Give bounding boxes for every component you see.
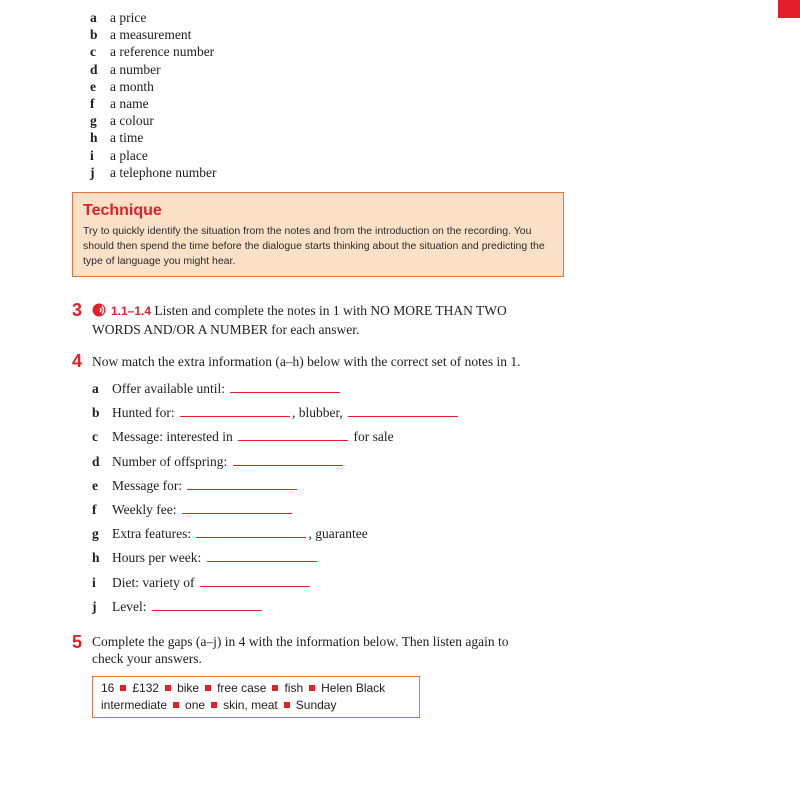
answer-blank[interactable] (152, 599, 262, 611)
answer-blank[interactable] (187, 478, 297, 490)
category-label: a telephone number (110, 164, 217, 180)
category-label: a place (110, 147, 148, 163)
category-label: a time (110, 130, 144, 146)
category-letter: i (90, 147, 94, 163)
gap-item-e (92, 478, 460, 502)
answer-blank[interactable] (233, 454, 343, 466)
category-label: a price (110, 10, 147, 25)
item-letter: d (92, 453, 100, 469)
item-letter: a (92, 381, 99, 396)
separator-square-icon (272, 685, 278, 691)
exercise-5-line1: Complete the gaps (a–j) in 4 with the information below. Then listen again to (92, 634, 509, 649)
separator-square-icon (120, 685, 126, 691)
word-option: 16 (101, 681, 115, 695)
word-box (92, 676, 420, 718)
category-letter: b (90, 27, 98, 43)
exercise-3-line1: Listen and complete the notes in 1 with NO MORE THAN TWO (151, 303, 507, 318)
category-label: a measurement (110, 27, 192, 43)
exercise-4-number: 4 (72, 351, 83, 371)
category-item (90, 164, 216, 181)
category-item (90, 26, 216, 43)
category-list (90, 9, 216, 181)
category-label: a number (110, 61, 161, 77)
word-option: skin, meat (223, 698, 278, 712)
word-option: one (185, 698, 206, 712)
exercise-4-instruction: Now match the extra information (a–h) below with the correct set of notes in 1. (92, 354, 521, 369)
track-number: 1.1–1.4 (111, 304, 152, 318)
category-letter: d (90, 61, 98, 77)
item-letter: i (92, 574, 96, 590)
item-letter: e (92, 477, 98, 493)
category-item (90, 9, 216, 26)
item-letter: j (92, 598, 97, 614)
gap-item-i (92, 575, 460, 599)
category-letter: e (90, 78, 96, 94)
separator-square-icon (211, 702, 217, 708)
word-option: £132 (132, 681, 160, 695)
word-option: free case (217, 681, 267, 695)
separator-square-icon (309, 685, 315, 691)
item-text: , blubber, (291, 405, 343, 421)
answer-blank[interactable] (348, 405, 458, 417)
category-label: a month (110, 78, 154, 94)
item-text: Hours per week: (112, 550, 202, 566)
exercise-3-text (92, 302, 507, 338)
technique-body: Try to quickly identify the situation from the notes and from the introduction on the recording. You should then spend the time before the dialogue starts thinking about the situation and predicting the type of language you might hear. (83, 225, 545, 267)
gap-item-c (92, 429, 460, 453)
word-box-row-1 (101, 680, 411, 697)
gap-item-h (92, 550, 460, 574)
answer-blank[interactable] (238, 429, 348, 441)
exercise-5-line2: check your answers. (92, 651, 202, 666)
category-letter: a (90, 10, 97, 25)
item-text: Weekly fee: (112, 501, 177, 517)
gap-item-f (92, 502, 460, 526)
word-box-row-2 (101, 697, 411, 714)
item-letter: b (92, 405, 100, 421)
category-item (90, 112, 216, 129)
audio-icon[interactable] (92, 303, 108, 321)
item-text: Message for: (112, 477, 183, 493)
technique-box (72, 192, 564, 277)
word-option: bike (177, 681, 200, 695)
item-text: , guarantee (308, 526, 368, 542)
item-text: Extra features: (112, 526, 192, 542)
category-label: a reference number (110, 44, 215, 60)
item-text: Offer available until: (112, 381, 225, 396)
category-letter: h (90, 130, 98, 146)
answer-blank[interactable] (180, 405, 290, 417)
exercise-5-instruction (92, 633, 509, 667)
category-letter: g (90, 113, 97, 129)
separator-square-icon (173, 702, 179, 708)
category-item (90, 95, 216, 112)
item-letter: g (92, 526, 99, 542)
gap-item-j (92, 599, 460, 623)
category-label: a name (110, 95, 149, 111)
category-letter: f (90, 95, 95, 111)
exercise-4-items (92, 381, 460, 623)
category-label: a colour (110, 113, 154, 129)
answer-blank[interactable] (230, 381, 340, 393)
answer-blank[interactable] (207, 550, 317, 562)
item-text: Level: (112, 598, 147, 614)
category-letter: j (90, 164, 95, 180)
page-corner-tab (778, 0, 800, 18)
word-option: Sunday (295, 698, 337, 712)
gap-item-b (92, 405, 460, 429)
answer-blank[interactable] (182, 502, 292, 514)
item-letter: h (92, 550, 100, 566)
gap-item-d (92, 454, 460, 478)
answer-blank[interactable] (200, 575, 310, 587)
separator-square-icon (284, 702, 290, 708)
word-option: Helen Black (321, 681, 386, 695)
separator-square-icon (205, 685, 211, 691)
separator-square-icon (165, 685, 171, 691)
category-letter: c (90, 44, 96, 60)
answer-blank[interactable] (196, 526, 306, 538)
item-letter: f (92, 501, 97, 517)
item-text: for sale (353, 429, 394, 445)
category-item (90, 129, 216, 146)
category-item (90, 147, 216, 164)
gap-item-a (92, 381, 460, 405)
exercise-5-number: 5 (72, 632, 83, 652)
word-option: intermediate (101, 698, 168, 712)
technique-title: Technique (83, 202, 162, 219)
category-item (90, 78, 216, 95)
exercise-3-line2: WORDS AND/OR A NUMBER for each answer. (92, 322, 360, 337)
item-text: Message: interested in (112, 429, 233, 445)
item-text: Hunted for: (112, 405, 175, 421)
category-item (90, 43, 216, 60)
item-text: Diet: variety of (112, 574, 195, 590)
item-text: Number of offspring: (112, 453, 228, 469)
category-item (90, 61, 216, 78)
gap-item-g (92, 526, 460, 550)
item-letter: c (92, 429, 98, 445)
exercise-3-number: 3 (72, 300, 83, 320)
word-option: fish (284, 681, 304, 695)
